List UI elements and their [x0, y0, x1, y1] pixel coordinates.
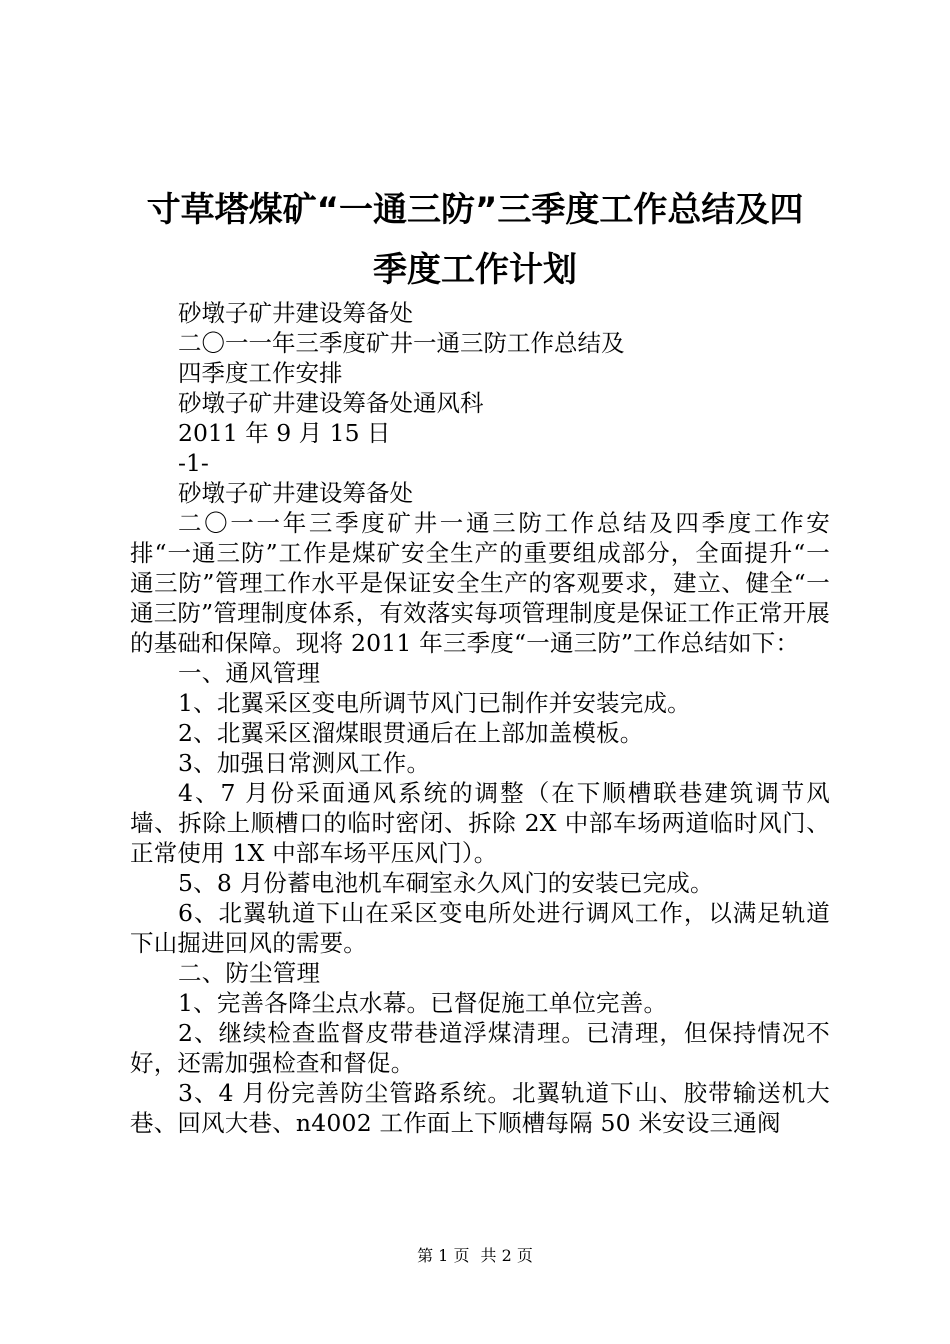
document-title-line-2: 季度工作计划: [373, 250, 577, 290]
section-1-item-2: 2、北翼采区溜煤眼贯通后在上部加盖模板。: [178, 719, 644, 747]
section-2-heading: 二、防尘管理: [178, 959, 321, 987]
footer-current-page: 第 1 页: [417, 1246, 470, 1265]
section-2-item-1: 1、完善各降尘点水幕。已督促施工单位完善。: [178, 989, 668, 1017]
document-body: [130, 298, 830, 1138]
cover-title-2: 四季度工作安排: [178, 359, 343, 387]
section-2-item-2: 2、继续检查监督皮带巷道浮煤清理。已清理，但保持情况不好，还需加强检查和督促。: [130, 1019, 830, 1077]
section-1-item-5: 5、8 月份蓄电池机车硐室永久风门的安装已完成。: [178, 869, 714, 897]
section-1-item-3: 3、加强日常测风工作。: [178, 749, 431, 777]
section-1-item-1: 1、北翼采区变电所调节风门已制作并安装完成。: [178, 689, 691, 717]
section-1-item-6: 6、北翼轨道下山在采区变电所处进行调风工作，以满足轨道下山掘进回风的需要。: [130, 899, 830, 957]
document-title-line-1: 寸草塔煤矿“一通三防”三季度工作总结及四: [146, 190, 804, 230]
section-1-heading: 一、通风管理: [178, 659, 321, 687]
cover-title-1: 二〇一一年三季度矿井一通三防工作总结及: [178, 329, 625, 357]
cover-org: 砂墩子矿井建设筹备处: [178, 299, 413, 327]
cover-department: 砂墩子矿井建设筹备处通风科: [178, 389, 484, 417]
section-1-item-4: 4、7 月份采面通风系统的调整（在下顺槽联巷建筑调节风墙、拆除上顺槽口的临时密闭、拆除 2X 中部车场两道临时风门、正常使用 1X 中部车场平压风门）。: [130, 779, 830, 867]
page-footer: [0, 1246, 950, 1266]
cover-page-number: -1-: [178, 449, 209, 477]
footer-total-pages: 共 2 页: [480, 1246, 533, 1265]
intro-paragraph: 二〇一一年三季度矿井一通三防工作总结及四季度工作安排“一通三防”工作是煤矿安全生产的重要组成部分，全面提升“一通三防”管理工作水平是保证安全生产的客观要求，建立、健全“一通三防”管理制度体系，有效落实每项管理制度是保证工作正常开展的基础和保障。现将 2011 年三季度“一通三防”工作总结如下：: [130, 509, 830, 657]
body-org: 砂墩子矿井建设筹备处: [178, 479, 413, 507]
section-2-item-3: 3、4 月份完善防尘管路系统。北翼轨道下山、胶带输送机大巷、回风大巷、n4002 工作面上下顺槽每隔 50 米安设三通阀: [130, 1079, 830, 1137]
cover-date: 2011 年 9 月 15 日: [178, 419, 391, 447]
